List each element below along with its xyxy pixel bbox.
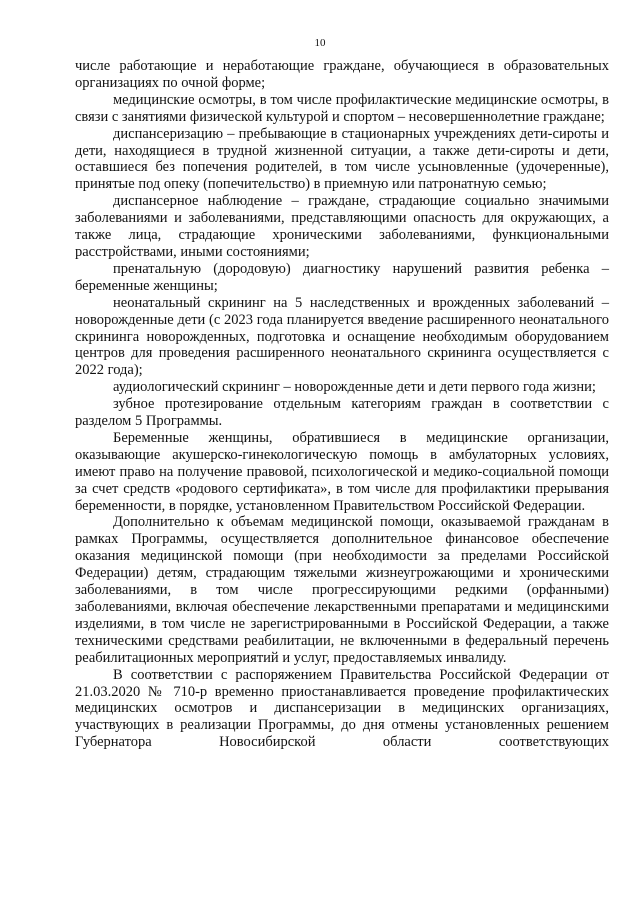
paragraph-government-order: В соответствии с распоряжением Правительства Российской Федерации от 21.03.2020 № 710-р временно приостанавливается проведение профилактических медицинских осмотров и диспансеризации в медицинских организациях, участвующих в реализации Программы, до дня отмены установленных решением Губернатора Новосибирской области соответствующих — [75, 666, 609, 751]
document-body — [75, 58, 609, 751]
paragraph-continuation: числе работающие и неработающие граждане, обучающиеся в образовательных организациях по очной форме; — [75, 58, 609, 91]
paragraph-dental-prosthetics: зубное протезирование отдельным категориям граждан в соответствии с разделом 5 Программы. — [75, 396, 609, 430]
page-number: 10 — [314, 37, 326, 49]
paragraph-dispensarization: диспансеризацию – пребывающие в стационарных учреждениях дети-сироты и дети, находящиеся в трудной жизненной ситуации, а также дети-сироты и дети, оставшиеся без попечения родителей, в том числе усыновленные (удочеренные), принятые под опеку (попечительство) в приемную или патронатную семью; — [75, 125, 609, 193]
paragraph-additional-funding: Дополнительно к объемам медицинской помощи, оказываемой гражданам в рамках Программы, осуществляется дополнительное финансовое обеспечение оказания медицинской помощи (при необходимости за пределами Российской Федерации) детям, страдающим тяжелыми жизнеугрожающими и хроническими заболеваниями, в том числе прогрессирующими редкими (орфанными) заболеваниями, включая обеспечение лекарственными препаратами и медицинскими изделиями, в том числе не зарегистрированными в Российской Федерации, а также техническими средствами реабилитации, не включенными в федеральный перечень реабилитационных мероприятий и услуг, предоставляемых инвалиду. — [75, 514, 609, 666]
paragraph-dispensary-observation: диспансерное наблюдение – граждане, страдающие социально значимыми заболеваниями и заболеваниями, представляющими опасность для окружающих, а также лица, страдающие хроническими заболеваниями, функциональными расстройствами, иными состояниями; — [75, 193, 609, 260]
paragraph-pregnant-women: Беременные женщины, обратившиеся в медицинские организации, оказывающие акушерско-гинекологическую помощь в амбулаторных условиях, имеют право на получение правовой, психологической и медико-социальной помощи за счет средств «родового сертификата», в том числе для профилактики прерывания беременности, в порядке, установленном Правительством Российской Федерации. — [75, 429, 609, 514]
paragraph-prenatal-diagnostics: пренатальную (дородовую) диагностику нарушений развития ребенка – беременные женщины; — [75, 260, 609, 294]
paragraph-audiological-screening: аудиологический скрининг – новорожденные дети и дети первого года жизни; — [113, 379, 596, 396]
paragraph-medical-checkups: медицинские осмотры, в том числе профилактические медицинские осмотры, в связи с занятиями физической культурой и спортом – несовершеннолетние граждане; — [75, 91, 609, 125]
paragraph-neonatal-screening: неонатальный скрининг на 5 наследственных и врожденных заболеваний – новорожденные дети (с 2023 года планируется введение расширенного неонатального скрининга новорожденных, подготовка и оснащение необходимым оборудованием центров для проведения расширенного неонатального скрининга осуществляется с 2022 года); — [75, 294, 609, 379]
